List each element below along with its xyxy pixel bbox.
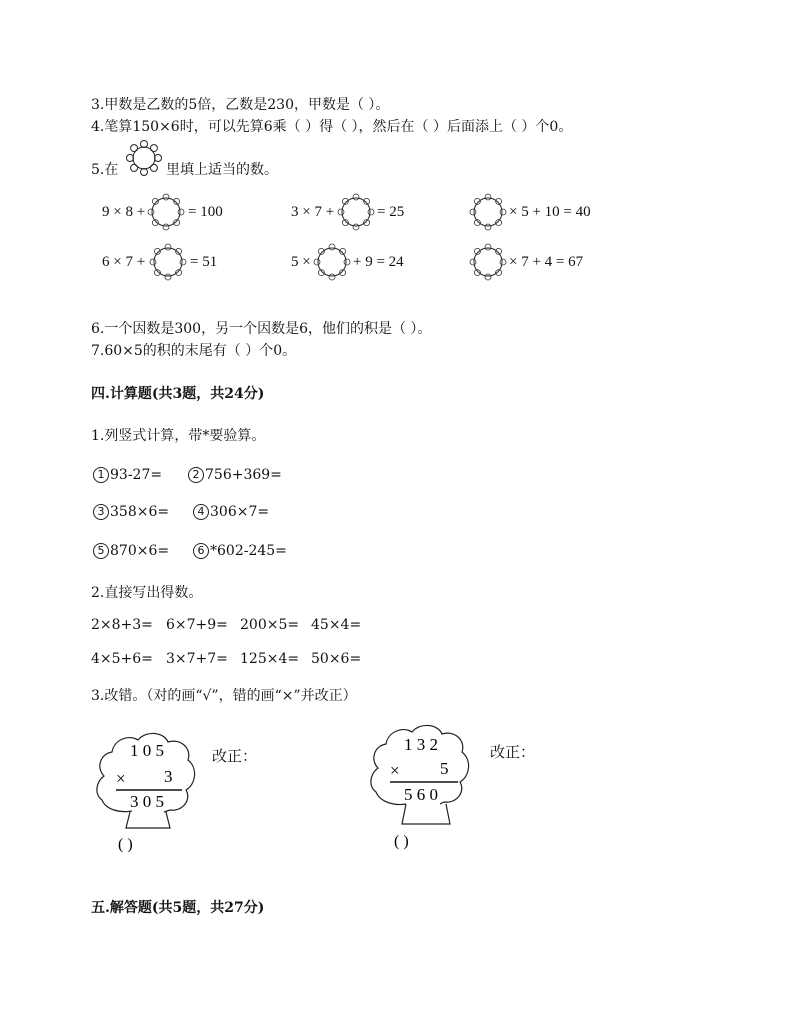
- circled-number: 1: [93, 467, 109, 483]
- question-4: 4.笔算150×6时，可以先算6乘（ ）得（ ），然后在（ ）后面添上（ ）个0。: [91, 119, 573, 135]
- flower-blank-icon[interactable]: [469, 243, 507, 281]
- circled-number: 4: [193, 504, 209, 520]
- oral-item: 3×7+7=: [166, 651, 228, 667]
- oral-item: 200×5=: [240, 617, 300, 633]
- oral-item: 2×8+3=: [91, 617, 153, 633]
- equation-4-right: = 51: [190, 254, 218, 270]
- question-5-prefix: 5.在: [91, 162, 119, 178]
- calc-item-4: 4 306×7=: [193, 504, 269, 520]
- tree-1-multiply-sign: ×: [116, 769, 126, 788]
- oral-item: 45×4=: [311, 617, 362, 633]
- tree-problem-1: [92, 728, 202, 858]
- flower-blank-icon[interactable]: [147, 193, 185, 231]
- calc-item-6: 6 *602-245=: [193, 543, 287, 559]
- flower-blank-icon[interactable]: [149, 243, 187, 281]
- section-5-title: 五.解答题(共5题，共27分): [91, 900, 265, 916]
- calc-item-2: 2 756+369=: [188, 467, 282, 483]
- circled-number: 6: [193, 543, 209, 559]
- tree-2-multiply-sign: ×: [390, 761, 400, 780]
- oral-item: 125×4=: [240, 651, 300, 667]
- tree-1-result: 3 0 5: [130, 792, 164, 811]
- correction-label-1: 改正：: [212, 747, 258, 765]
- flower-blank-icon[interactable]: [313, 243, 351, 281]
- tree-2-top-number: 1 3 2: [404, 735, 438, 754]
- tree-problem-2: [370, 724, 480, 854]
- section-4-title: 四.计算题(共3题，共24分): [91, 386, 265, 402]
- flower-blank-icon[interactable]: [337, 193, 375, 231]
- equation-2-left: 3 × 7 +: [291, 204, 335, 220]
- equation-6-right: × 7 + 4 = 67: [509, 254, 584, 270]
- calc-item-3: 3 358×6=: [93, 504, 169, 520]
- equation-1-right: = 100: [188, 204, 223, 220]
- question-5-suffix: 里填上适当的数。: [166, 162, 278, 178]
- calc-item-5: 5 870×6=: [93, 543, 169, 559]
- flower-blank-icon[interactable]: [469, 193, 507, 231]
- equation-5-left: 5 ×: [291, 254, 311, 270]
- question-6: 6.一个因数是300，另一个因数是6，他们的积是（ ）。: [91, 321, 432, 337]
- question-3: 3.甲数是乙数的5倍，乙数是230，甲数是（ ）。: [91, 97, 390, 113]
- tree-2-factor: 5: [440, 759, 449, 778]
- tree-1-top-number: 1 0 5: [130, 741, 164, 760]
- tree-1-factor: 3: [164, 767, 173, 786]
- circled-number: 5: [93, 543, 109, 559]
- question-7: 7.60×5的积的末尾有（ ）个0。: [91, 343, 297, 359]
- equation-1-left: 9 × 8 +: [102, 204, 146, 220]
- calc-item-1: 1 93-27=: [93, 467, 162, 483]
- oral-item: 4×5+6=: [91, 651, 153, 667]
- circled-number: 3: [93, 504, 109, 520]
- tree-1-answer-bracket: ( ): [118, 836, 133, 853]
- equation-5-right: + 9 = 24: [353, 254, 404, 270]
- calc-question-1: 1.列竖式计算，带*要验算。: [91, 428, 266, 444]
- equation-3-right: × 5 + 10 = 40: [509, 204, 591, 220]
- circled-number: 2: [188, 467, 204, 483]
- correction-label-2: 改正：: [490, 743, 536, 761]
- equation-4-left: 6 × 7 +: [102, 254, 146, 270]
- oral-item: 6×7+9=: [166, 617, 228, 633]
- calc-question-2: 2.直接写出得数。: [91, 585, 203, 601]
- oral-item: 50×6=: [311, 651, 362, 667]
- tree-2-answer-bracket: ( ): [394, 833, 409, 850]
- calc-question-3: 3.改错。（对的画“√”，错的画“×”并改正）: [91, 688, 357, 704]
- flower-blank-icon: [126, 140, 162, 176]
- tree-2-result: 5 6 0: [404, 785, 438, 804]
- equation-2-right: = 25: [377, 204, 405, 220]
